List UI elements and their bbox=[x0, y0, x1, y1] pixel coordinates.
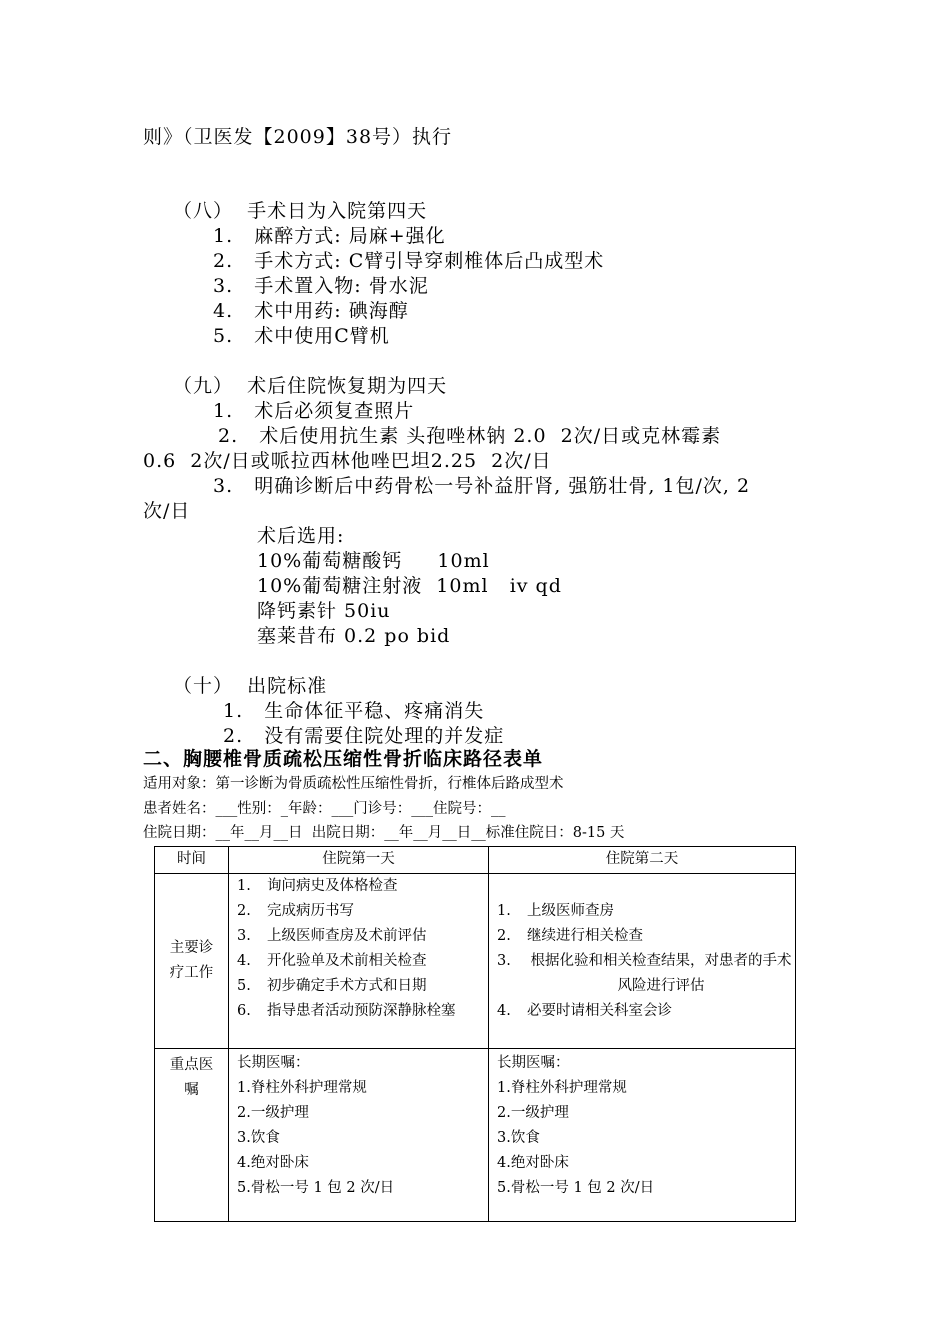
list-item bbox=[497, 899, 795, 924]
list-item bbox=[237, 949, 488, 974]
item-text: 必要时请相关科室会诊 bbox=[527, 1003, 672, 1019]
item-number: 5. bbox=[237, 978, 251, 994]
table-header-row bbox=[155, 847, 796, 874]
order-line: 5.骨松一号 1 包 2 次/日 bbox=[497, 1180, 655, 1196]
optional-title: 术后选用: bbox=[257, 525, 345, 547]
item-number: 2. bbox=[237, 903, 251, 919]
section-10-heading: （十） 出院标准 bbox=[173, 675, 328, 697]
section-9-item: 3. 明确诊断后中药骨松一号补益肝肾, 强筋壮骨, 1包/次, 2 bbox=[213, 475, 751, 497]
item-text: 根据化验和相关检查结果，对患者的手术风险进行评估 bbox=[530, 953, 792, 994]
item-number: 3. bbox=[237, 928, 251, 944]
list-item bbox=[237, 999, 488, 1024]
item-text: 初步确定手术方式和日期 bbox=[267, 978, 427, 994]
item-text: 指导患者活动预防深静脉栓塞 bbox=[267, 1003, 456, 1019]
item-text: 上级医师查房 bbox=[527, 903, 614, 919]
day1-orders-list bbox=[229, 1049, 488, 1201]
row-label-text: 主要诊疗工作 bbox=[169, 940, 214, 981]
order-line: 长期医嘱： bbox=[237, 1055, 310, 1071]
optional-drug: 降钙素针 50iu bbox=[257, 600, 391, 622]
list-item bbox=[237, 899, 488, 924]
order-line: 4.绝对卧床 bbox=[497, 1155, 569, 1171]
day2-main-work bbox=[489, 874, 796, 1049]
section-8-item: 1. 麻醉方式: 局麻+强化 bbox=[213, 225, 446, 247]
row-label-text: 重点医嘱 bbox=[169, 1057, 214, 1098]
header-day2: 住院第二天 bbox=[489, 847, 796, 874]
list-item bbox=[237, 874, 488, 899]
order-line: 长期医嘱： bbox=[497, 1055, 570, 1071]
section-8-item: 5. 术中使用C臂机 bbox=[213, 325, 390, 347]
day2-orders-list bbox=[489, 1049, 795, 1201]
day1-main-work bbox=[229, 874, 489, 1049]
row-label-key-orders bbox=[155, 1049, 229, 1222]
item-text: 询问病史及体格检查 bbox=[267, 878, 398, 894]
order-line: 3.饮食 bbox=[497, 1130, 540, 1146]
row-label-main-work bbox=[155, 874, 229, 1049]
order-line: 2.一级护理 bbox=[237, 1105, 309, 1121]
order-line: 4.绝对卧床 bbox=[237, 1155, 309, 1171]
continued-text-line: 则》（卫医发【2009】38号）执行 bbox=[143, 126, 453, 148]
form-scope: 适用对象：第一诊断为骨质疏松性压缩性骨折，行椎体后路成型术 bbox=[143, 776, 564, 792]
order-line: 1.脊柱外科护理常规 bbox=[237, 1080, 367, 1096]
optional-drug: 塞莱昔布 0.2 po bid bbox=[257, 625, 451, 647]
order-line: 5.骨松一号 1 包 2 次/日 bbox=[237, 1180, 395, 1196]
item-text: 上级医师查房及术前评估 bbox=[267, 928, 427, 944]
item-number: 1. bbox=[497, 903, 511, 919]
list-item bbox=[237, 924, 488, 949]
item-text: 开化验单及术前相关检查 bbox=[267, 953, 427, 969]
header-time: 时间 bbox=[155, 847, 229, 874]
section-8-item: 4. 术中用药: 碘海醇 bbox=[213, 300, 409, 322]
section-8-item: 3. 手术置入物: 骨水泥 bbox=[213, 275, 429, 297]
section-10-item: 1. 生命体征平稳、疼痛消失 bbox=[223, 700, 485, 722]
section-8-item: 2. 手术方式: C臂引导穿刺椎体后凸成型术 bbox=[213, 250, 605, 272]
day2-orders bbox=[489, 1049, 796, 1222]
order-line: 1.脊柱外科护理常规 bbox=[497, 1080, 627, 1096]
day1-work-list bbox=[229, 874, 488, 1024]
item-number: 4. bbox=[497, 1003, 511, 1019]
table-row-key-orders bbox=[155, 1049, 796, 1222]
form-title: 二、胸腰椎骨质疏松压缩性骨折临床路径表单 bbox=[143, 748, 544, 770]
section-9-item: 1. 术后必须复查照片 bbox=[213, 400, 415, 422]
item-number: 2. bbox=[497, 928, 511, 944]
item-text: 完成病历书写 bbox=[267, 903, 354, 919]
form-patient-fields: 患者姓名：___性别：_年龄：___门诊号：___住院号：__ bbox=[143, 801, 506, 817]
header-day1: 住院第一天 bbox=[229, 847, 489, 874]
day1-orders bbox=[229, 1049, 489, 1222]
list-item bbox=[497, 949, 795, 999]
section-8-heading: （八） 手术日为入院第四天 bbox=[173, 200, 428, 222]
table-row-main-work bbox=[155, 874, 796, 1049]
day2-work-list bbox=[489, 874, 795, 1024]
section-9-item-continued: 0.6 2次/日或哌拉西林他唑巴坦2.25 2次/日 bbox=[143, 450, 552, 472]
item-number: 1. bbox=[237, 878, 251, 894]
item-number: 3. bbox=[497, 953, 511, 969]
optional-drug: 10%葡萄糖酸钙 10ml bbox=[257, 550, 490, 572]
order-line: 3.饮食 bbox=[237, 1130, 280, 1146]
list-item bbox=[237, 974, 488, 999]
section-9-heading: （九） 术后住院恢复期为四天 bbox=[173, 375, 448, 397]
optional-drug: 10%葡萄糖注射液 10ml iv qd bbox=[257, 575, 562, 597]
section-10-item: 2. 没有需要住院处理的并发症 bbox=[223, 725, 505, 747]
section-9-item: 2. 术后使用抗生素 头孢唑林钠 2.0 2次/日或克林霉素 bbox=[218, 425, 722, 447]
item-text: 继续进行相关检查 bbox=[527, 928, 643, 944]
item-number: 4. bbox=[237, 953, 251, 969]
item-number: 6. bbox=[237, 1003, 251, 1019]
clinical-pathway-table bbox=[154, 846, 796, 1222]
list-item bbox=[497, 999, 795, 1024]
form-dates: 住院日期：__年__月__日 出院日期：__年__月__日__标准住院日：8-15 天 bbox=[143, 825, 625, 841]
section-9-item-continued: 次/日 bbox=[143, 500, 191, 522]
order-line: 2.一级护理 bbox=[497, 1105, 569, 1121]
list-item bbox=[497, 924, 795, 949]
